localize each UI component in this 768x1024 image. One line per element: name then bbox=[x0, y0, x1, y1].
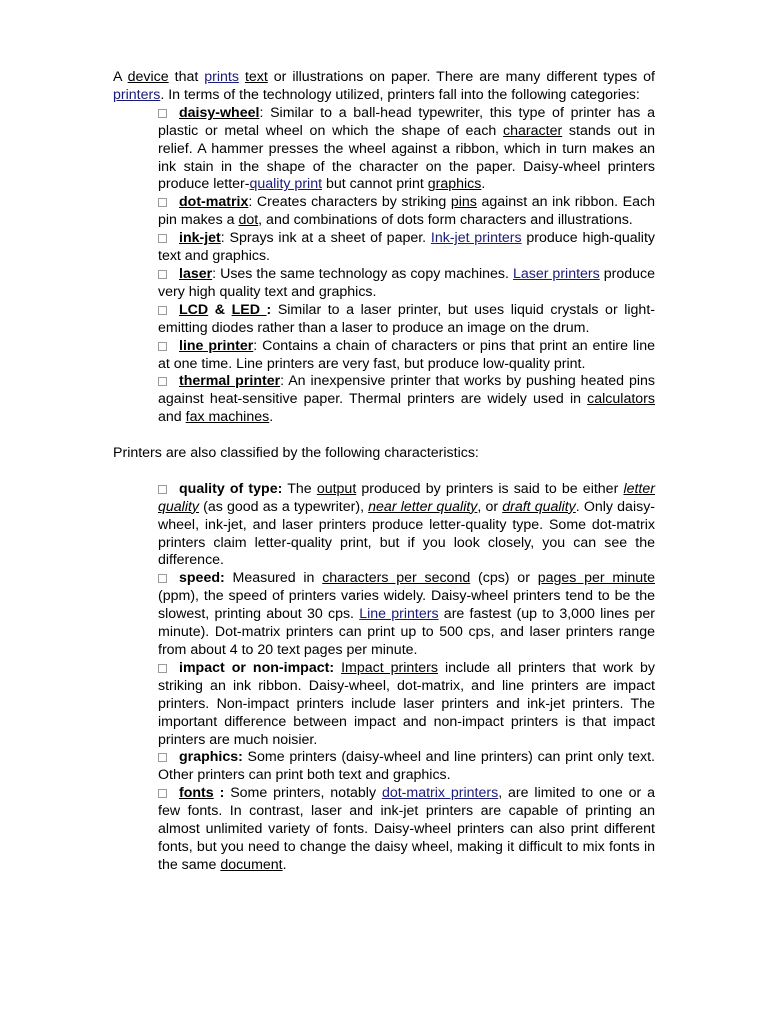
item-text: include all printers that work by striking an ink ribbon. Daisy-wheel, dot-matrix, and line printers are impact printers. Non-impact printers include laser printers and ink-jet printers. The important difference between impact and non-impact printers is that impact printers are much noisier. bbox=[158, 659, 656, 748]
item-text: produce very high quality text and graphics. bbox=[158, 265, 656, 300]
bullet-icon bbox=[158, 270, 167, 279]
item-text: Some printers (daisy-wheel and line printers) can print only text. Other printers can print both text and graphics. bbox=[158, 749, 655, 784]
intro-text-1: A bbox=[113, 69, 128, 85]
bullet-icon bbox=[158, 485, 167, 494]
link-pages-per-minute[interactable]: pages per minute bbox=[537, 570, 655, 587]
item-text: (as good as a typewriter), bbox=[199, 498, 369, 515]
item-text: : Contains a chain of characters or pins that print an entire line at one time. Line printers are very fast, but produce low-quality print. bbox=[158, 337, 655, 372]
bullet-icon bbox=[158, 342, 167, 351]
term-impact: impact or non-impact: bbox=[179, 659, 335, 676]
item-text: : Sprays ink at a sheet of paper. bbox=[220, 230, 431, 247]
list-item-fonts bbox=[158, 785, 655, 875]
list-item-thermal-printer bbox=[158, 373, 655, 427]
item-text: . bbox=[282, 856, 287, 873]
link-near-letter-quality[interactable]: near letter quality bbox=[368, 498, 478, 515]
link-printers[interactable]: printers bbox=[113, 86, 161, 103]
item-text: produced by printers is said to be either bbox=[356, 480, 624, 497]
item-text: : Uses the same technology as copy machines. bbox=[212, 265, 513, 282]
intro-text-2: that bbox=[168, 69, 205, 85]
bullet-icon bbox=[158, 198, 167, 207]
link-line-printers[interactable]: Line printers bbox=[359, 606, 439, 623]
item-text: Similar to a laser printer, but uses liquid crystals or light-emitting diodes rather than a laser to produce an image on the drum. bbox=[158, 301, 655, 336]
spacer bbox=[113, 427, 655, 445]
link-dot-matrix-printers[interactable]: dot-matrix printers bbox=[381, 785, 499, 802]
term-colon: : bbox=[266, 301, 272, 318]
item-text: , or bbox=[477, 498, 503, 515]
item-text: are fastest (up to 3,000 lines per minute). Dot-matrix printers can print up to 500 cps, and laser printers range from about 4 to 20 text pages per minute. bbox=[158, 606, 655, 658]
term-lcd[interactable]: LCD bbox=[179, 301, 209, 318]
list-item-daisy-wheel bbox=[158, 105, 655, 195]
link-fax-machines[interactable]: fax machines bbox=[185, 409, 270, 426]
list-item-quality-of-type bbox=[158, 481, 655, 571]
link-laser-printers[interactable]: Laser printers bbox=[512, 265, 600, 282]
item-text: , are limited to one or a few fonts. In contrast, laser and ink-jet printers are capable of printing an almost unlimited variety of fonts. Daisy-wheel printers can also print different fonts, but you need to change the daisy wheel, making it difficult to mix fonts in the same bbox=[158, 785, 655, 873]
spacer bbox=[113, 463, 655, 481]
term-thermal-printer[interactable]: thermal printer bbox=[179, 373, 281, 390]
list-item-line-printer bbox=[158, 338, 655, 374]
link-characters-per-second[interactable]: characters per second bbox=[322, 570, 471, 587]
item-text: Measured in bbox=[224, 570, 323, 587]
link-quality-print[interactable]: quality print bbox=[249, 176, 323, 193]
bullet-icon bbox=[158, 234, 167, 243]
link-graphics[interactable]: graphics bbox=[427, 176, 482, 193]
link-calculators[interactable]: calculators bbox=[587, 391, 655, 408]
list-item-speed bbox=[158, 570, 655, 660]
list-item-ink-jet bbox=[158, 230, 655, 266]
term-fonts[interactable]: fonts bbox=[179, 785, 214, 802]
item-text: (ppm), the speed of printers varies widely. Daisy-wheel printers tend to be the slowest, printing about 30 cps. bbox=[158, 588, 655, 623]
item-text: : Similar to a ball-head typewriter, this type of printer has a plastic or metal wheel on which the shape of each bbox=[158, 104, 655, 139]
item-text: against an ink ribbon. Each pin makes a bbox=[158, 194, 656, 229]
list-item-dot-matrix bbox=[158, 194, 655, 230]
item-text: : An inexpensive printer that works by pushing heated pins against heat-sensitive paper. Thermal printers are widely used in bbox=[158, 373, 655, 408]
link-text[interactable]: text bbox=[244, 69, 268, 85]
item-text: , and combinations of dots form characters and illustrations. bbox=[258, 212, 633, 229]
link-device[interactable]: device bbox=[127, 69, 169, 85]
item-text: . bbox=[269, 409, 274, 426]
term-quality-of-type: quality of type: bbox=[179, 480, 283, 497]
term-colon: : bbox=[213, 785, 225, 802]
intro-paragraph bbox=[113, 69, 655, 105]
link-draft-quality[interactable]: draft quality bbox=[502, 498, 576, 515]
item-text: Some printers, notably bbox=[224, 785, 382, 802]
term-speed: speed: bbox=[179, 570, 225, 587]
characteristics-intro: Printers are also classified by the following characteristics: bbox=[113, 445, 479, 462]
term-daisy-wheel[interactable]: daisy-wheel bbox=[179, 104, 260, 121]
term-graphics: graphics: bbox=[179, 749, 243, 766]
link-impact-printers[interactable]: Impact printers bbox=[341, 659, 438, 676]
item-text: . Only daisy-wheel, ink-jet, and laser printers produce letter-quality type. Some dot-matrix printers claim letter-quality print, but if you look closely, you can see the difference. bbox=[158, 498, 656, 569]
link-dot[interactable]: dot bbox=[238, 212, 259, 229]
bullet-icon bbox=[158, 664, 167, 673]
term-laser[interactable]: laser bbox=[179, 265, 213, 282]
list-item-laser bbox=[158, 266, 655, 302]
term-dot-matrix[interactable]: dot-matrix bbox=[179, 194, 249, 211]
link-letter-quality[interactable]: letter quality bbox=[158, 480, 655, 515]
term-ink-jet[interactable]: ink-jet bbox=[179, 230, 221, 247]
item-text: . bbox=[481, 176, 486, 193]
item-text: The bbox=[282, 480, 317, 497]
link-ink-jet-printers[interactable]: Ink-jet printers bbox=[430, 230, 522, 247]
bullet-icon bbox=[158, 789, 167, 798]
bullet-icon bbox=[158, 109, 167, 118]
link-prints[interactable]: prints bbox=[204, 69, 239, 85]
list-item-lcd-led bbox=[158, 302, 655, 338]
bullet-icon bbox=[158, 753, 167, 762]
list-item-graphics bbox=[158, 749, 655, 785]
link-pins[interactable]: pins bbox=[450, 194, 477, 211]
item-text: and bbox=[158, 409, 186, 426]
list-item-impact bbox=[158, 660, 655, 750]
item-text: : Creates characters by striking bbox=[248, 194, 451, 211]
ampersand: & bbox=[208, 301, 232, 318]
link-character[interactable]: character bbox=[503, 122, 563, 139]
bullet-icon bbox=[158, 306, 167, 315]
document-page bbox=[113, 69, 655, 875]
term-led[interactable]: LED bbox=[231, 301, 267, 318]
item-text: (cps) or bbox=[470, 570, 538, 587]
term-line-printer[interactable]: line printer bbox=[179, 337, 254, 354]
intro-text-5: . In terms of the technology utilized, printers fall into the following categories: bbox=[160, 86, 640, 103]
intro-text-4: or illustrations on paper. There are many different types of bbox=[267, 69, 655, 85]
link-output[interactable]: output bbox=[316, 480, 357, 497]
item-text: but cannot print bbox=[322, 176, 428, 193]
bullet-icon bbox=[158, 574, 167, 583]
item-text: produce high-quality text and graphics. bbox=[158, 230, 655, 265]
bullet-icon bbox=[158, 377, 167, 386]
item-text: stands out in relief. A hammer presses the wheel against a ribbon, which in turn makes an ink stain in the shape of the character on the paper. Daisy-wheel printers produce letter- bbox=[158, 122, 655, 193]
link-document[interactable]: document bbox=[220, 856, 283, 873]
